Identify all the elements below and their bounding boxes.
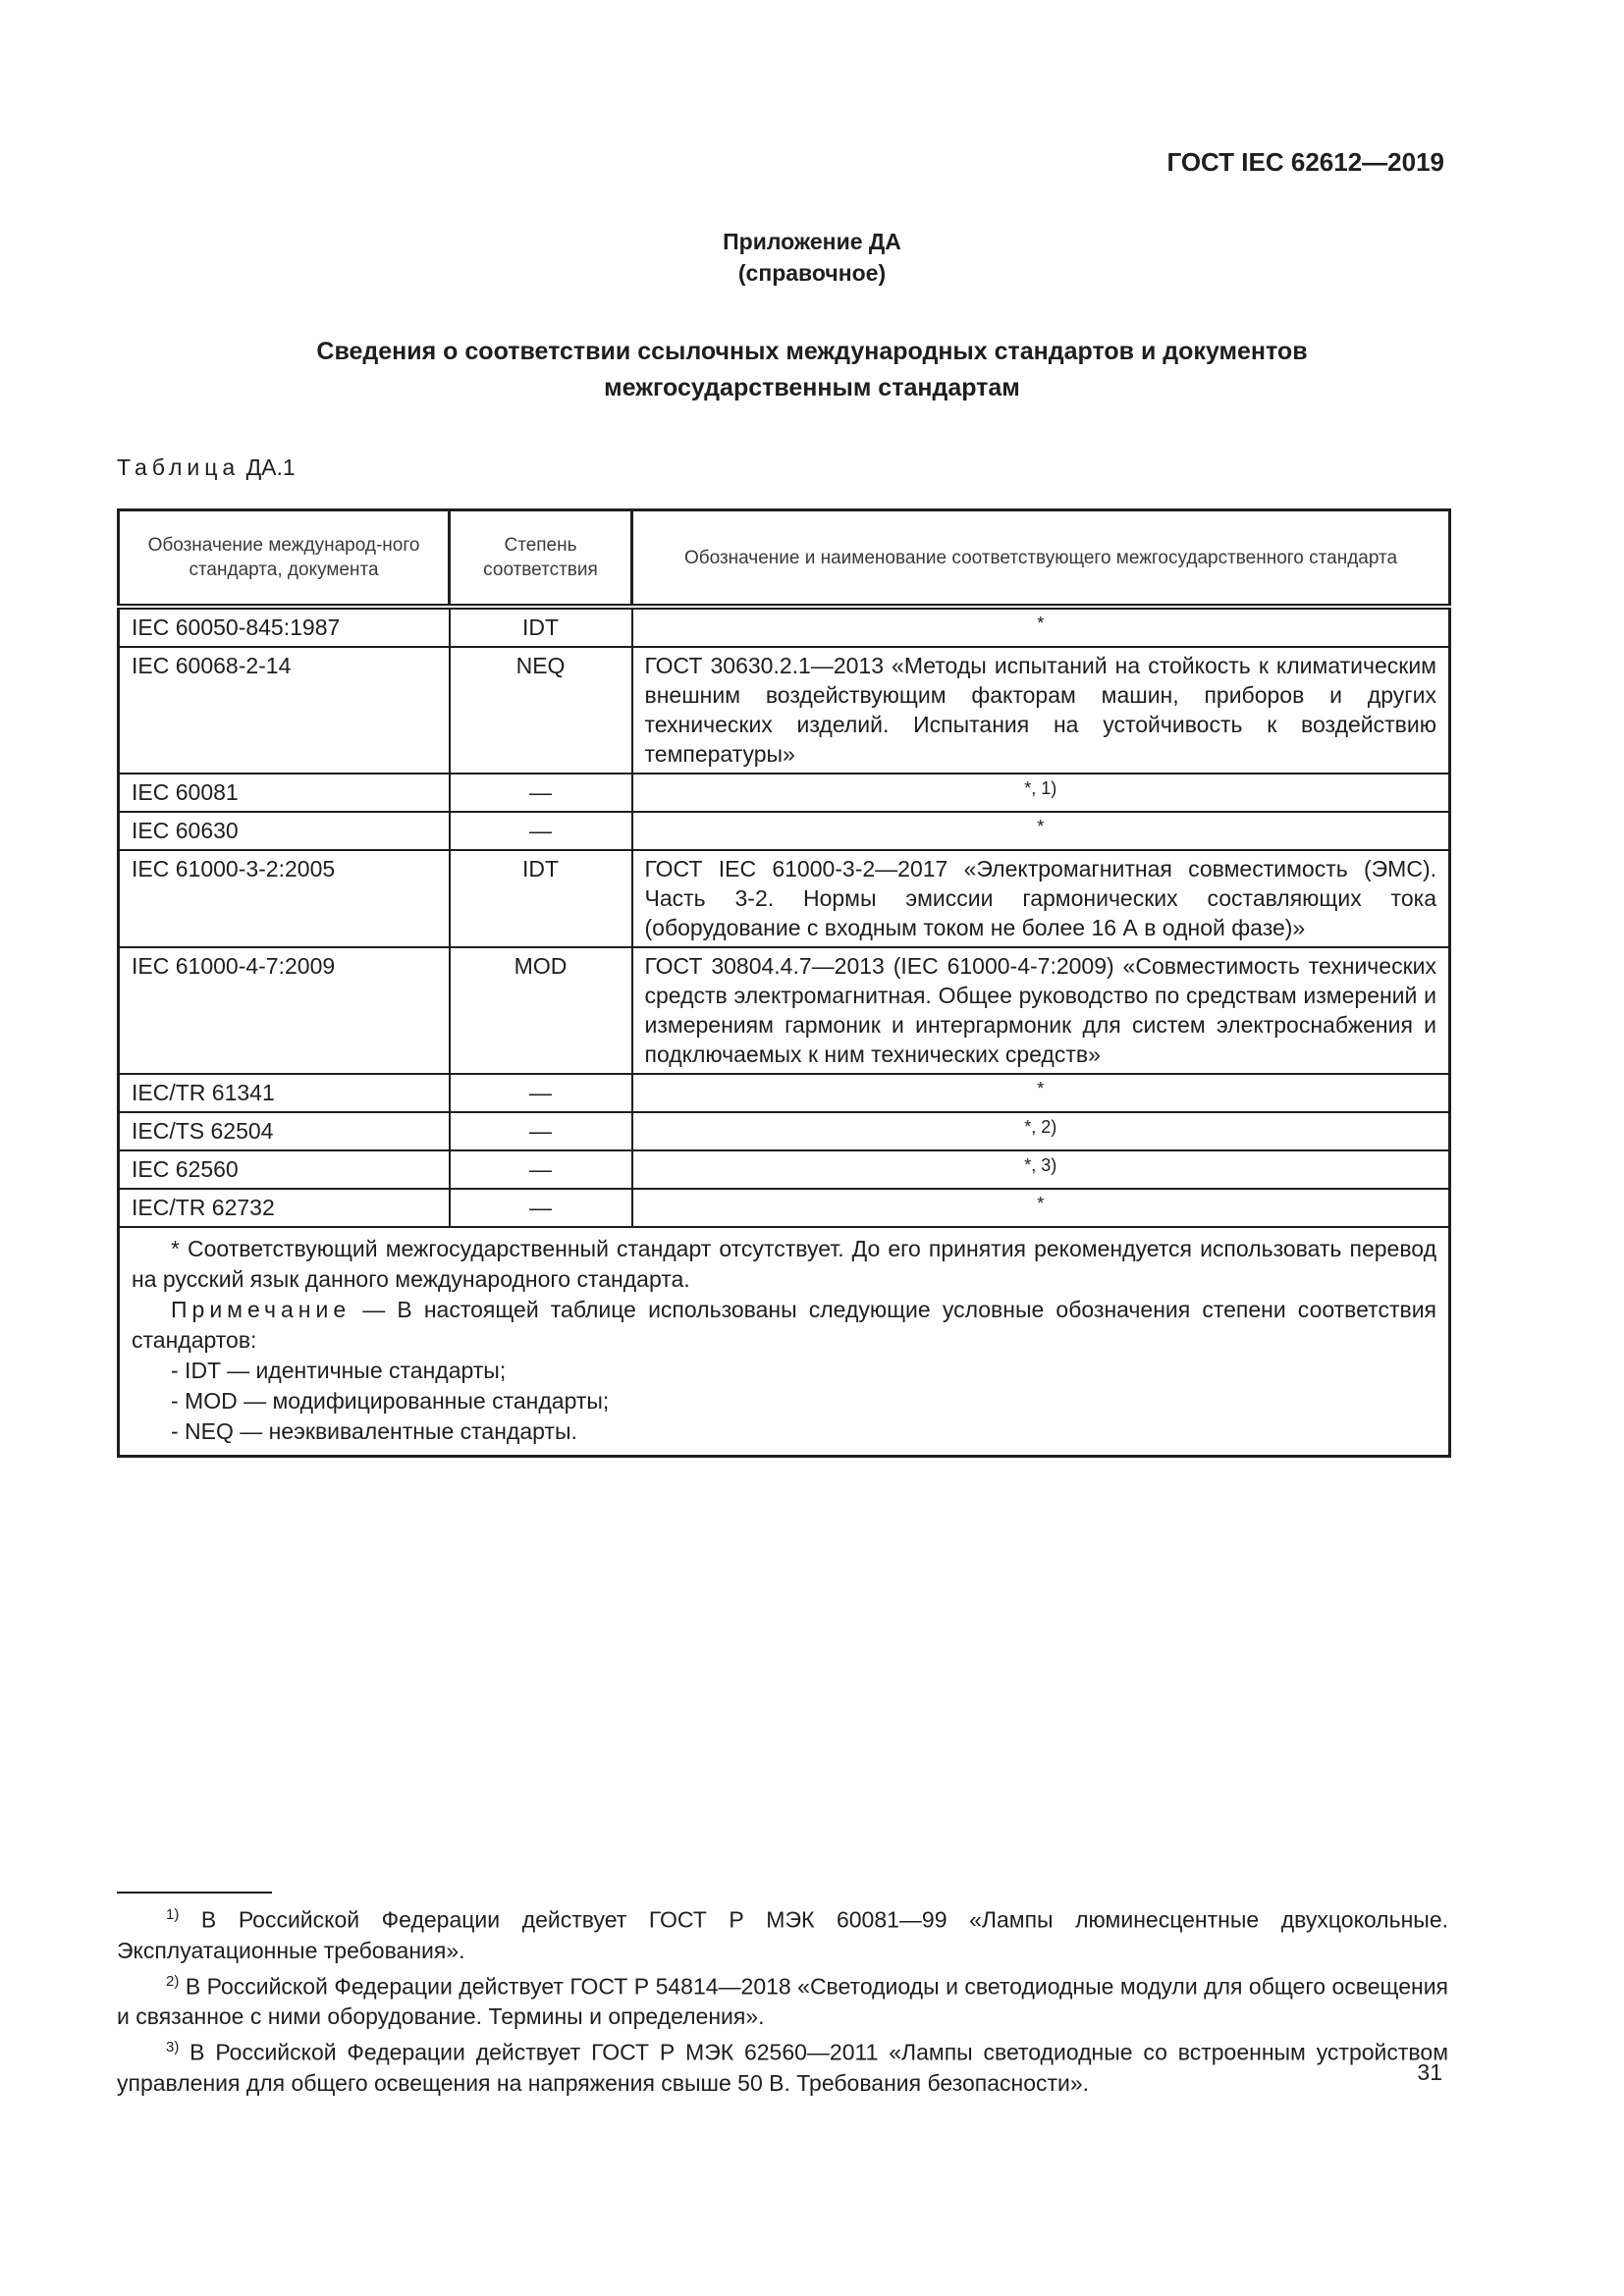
footnote xyxy=(117,1966,1448,2033)
cell-code: IEC 60068-2-14 xyxy=(119,647,450,774)
cell-code: IEC 60050-845:1987 xyxy=(119,607,450,647)
table-row xyxy=(119,850,1450,947)
table-caption-word: Таблица xyxy=(117,454,241,480)
cell-degree: — xyxy=(450,1112,632,1150)
header-degree: Степень соответствия xyxy=(450,510,632,608)
correspondence-table xyxy=(117,508,1451,1458)
table-caption xyxy=(117,454,296,481)
table-row xyxy=(119,947,1450,1074)
cell-name: *, 2) xyxy=(632,1112,1450,1150)
note-item: - NEQ — неэквивалентные стандарты. xyxy=(171,1418,577,1444)
footnote xyxy=(117,2032,1448,2099)
title-line-1: Сведения о соответствии ссылочных международных стандартов и документов xyxy=(316,338,1308,365)
title-line-2: межгосударственным стандартам xyxy=(604,374,1020,401)
cell-name: *, 3) xyxy=(632,1150,1450,1189)
header-interstate-standard: Обозначение и наименование соответствующего межгосударственного стандарта xyxy=(632,510,1450,608)
appendix-heading xyxy=(0,226,1624,289)
cell-code: IEC/TR 61341 xyxy=(119,1074,450,1112)
table-row xyxy=(119,1112,1450,1150)
document-title xyxy=(196,334,1428,406)
footnote-mark: 2) xyxy=(166,1972,180,1990)
appendix-type: (справочное) xyxy=(737,260,887,286)
note-text: — В настоящей таблице использованы следующие условные обозначения степени соответствия стандартов: xyxy=(132,1297,1436,1353)
standard-code: ГОСТ IEC 62612—2019 xyxy=(1166,147,1444,177)
footnote-text: В Российской Федерации действует ГОСТ Р МЭК 60081—99 «Лампы люминесцентные двухцокольные. Эксплуатационные требования». xyxy=(117,1906,1448,1963)
cell-name: * xyxy=(632,1189,1450,1227)
cell-degree: MOD xyxy=(450,947,632,1074)
table-row xyxy=(119,1189,1450,1227)
table-header-row xyxy=(119,510,1450,608)
cell-code: IEC 60081 xyxy=(119,774,450,812)
cell-code: IEC/TR 62732 xyxy=(119,1189,450,1227)
table-caption-number: ДА.1 xyxy=(245,454,296,480)
note-item: - MOD — модифицированные стандарты; xyxy=(171,1388,610,1414)
cell-name: ГОСТ 30804.4.7—2013 (IEC 61000-4-7:2009) «Совместимость технических средств электромагнитная. Общее руководство по средствам измерений и измерениям гармоник и интергармоник для систем электроснабжения и подключаемых к ним технических средств» xyxy=(632,947,1450,1074)
cell-name: ГОСТ IEC 61000-3-2—2017 «Электромагнитная совместимость (ЭМС). Часть 3-2. Нормы эмиссии гармонических составляющих тока (оборудование с входным током не более 16 А в одной фазе)» xyxy=(632,850,1450,947)
table-row xyxy=(119,774,1450,812)
footnote-separator xyxy=(117,1892,272,1894)
note-label: Примечание xyxy=(171,1297,352,1322)
note-paragraph xyxy=(132,1295,1436,1356)
cell-degree: — xyxy=(450,774,632,812)
table-row xyxy=(119,647,1450,774)
footnote-mark: 1) xyxy=(166,1906,180,1923)
cell-code: IEC/TS 62504 xyxy=(119,1112,450,1150)
cell-degree: — xyxy=(450,812,632,850)
star-note: * Соответствующий межгосударственный стандарт отсутствует. До его принятия рекомендуется использовать перевод на русский язык данного международного стандарта. xyxy=(132,1236,1436,1292)
table-notes xyxy=(119,1227,1450,1457)
cell-name: ГОСТ 30630.2.1—2013 «Методы испытаний на стойкость к климатическим внешним воздействующим факторам машин, приборов и других технических изделий. Испытания на устойчивость к воздействию температуры» xyxy=(632,647,1450,774)
cell-name: * xyxy=(632,812,1450,850)
note-item: - IDT — идентичные стандарты; xyxy=(171,1358,507,1383)
cell-degree: IDT xyxy=(450,850,632,947)
table-row xyxy=(119,812,1450,850)
cell-name: * xyxy=(632,1074,1450,1112)
footnotes xyxy=(117,1899,1448,2099)
page-number: 31 xyxy=(1417,2059,1442,2085)
cell-degree: NEQ xyxy=(450,647,632,774)
header-international-standard: Обозначение международ-ного стандарта, документа xyxy=(119,510,450,608)
footnote-text: В Российской Федерации действует ГОСТ Р 54814—2018 «Светодиоды и светодиодные модули для общего освещения и связанное с ними оборудование. Термины и определения». xyxy=(117,1973,1448,2030)
footnote-text: В Российской Федерации действует ГОСТ Р МЭК 62560—2011 «Лампы светодиодные со встроенным устройством управления для общего освещения на напряжения свыше 50 В. Требования безопасности». xyxy=(117,2039,1448,2096)
cell-code: IEC 62560 xyxy=(119,1150,450,1189)
footnote-mark: 3) xyxy=(166,2039,180,2056)
table-row xyxy=(119,1150,1450,1189)
appendix-title: Приложение ДА xyxy=(723,229,901,254)
cell-name: * xyxy=(632,607,1450,647)
cell-code: IEC 61000-3-2:2005 xyxy=(119,850,450,947)
cell-code: IEC 61000-4-7:2009 xyxy=(119,947,450,1074)
table-row xyxy=(119,1074,1450,1112)
footnote xyxy=(117,1899,1448,1966)
cell-degree: — xyxy=(450,1189,632,1227)
cell-degree: — xyxy=(450,1150,632,1189)
cell-degree: — xyxy=(450,1074,632,1112)
table-notes-row xyxy=(119,1227,1450,1457)
cell-code: IEC 60630 xyxy=(119,812,450,850)
cell-degree: IDT xyxy=(450,607,632,647)
table-row xyxy=(119,607,1450,647)
cell-name: *, 1) xyxy=(632,774,1450,812)
